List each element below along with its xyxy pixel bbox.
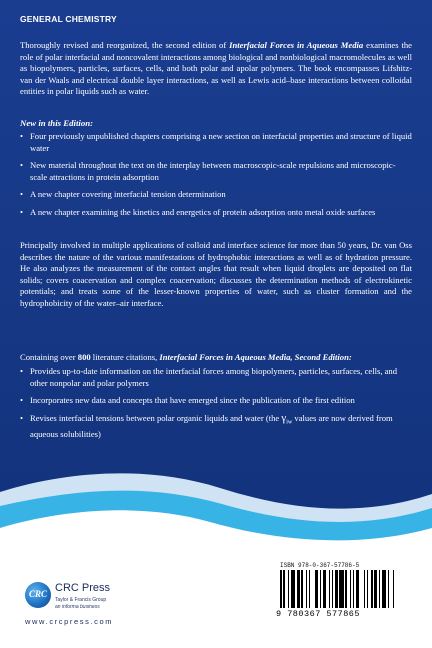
list-item: • Provides up-to-date information on the interfacial forces among biopolymers, particles, surfaces, cells, and other nonpolar and polar polymers — [20, 366, 412, 389]
citations-book-title: Interfacial Forces in Aqueous Media, Second Edition: — [159, 352, 352, 362]
isbn-barcode-block — [274, 561, 402, 619]
publisher-business: an informa business — [55, 604, 100, 610]
intro-book-title: Interfacial Forces in Aqueous Media — [229, 40, 364, 50]
category-label: GENERAL CHEMISTRY — [20, 14, 117, 24]
crc-logo-text: CRC — [28, 589, 47, 599]
list-item: • Incorporates new data and concepts that have emerged since the publication of the first edition — [20, 395, 412, 407]
isbn-digits: 9 780367 577865 — [276, 609, 361, 619]
intro-text-post: examines the role of polar interfacial and noncovalent interactions among biological and nonbiological macromolecules as well as biopolymers, particles, surfaces, cells, and both polar and apolar polymers. The book encompasses Lifshitz-van der Waals and electrical double layer interactions, as well as Lewis acid–base interactions between colloidal entities in polar liquids such as water. — [20, 40, 412, 97]
feature-text-post: values are now derived from aqueous solubilities) — [30, 412, 393, 440]
gamma-subscript: iw — [286, 419, 293, 426]
list-item: • A new chapter covering interfacial tension determination — [20, 189, 412, 201]
publisher-group: Taylor & Francis Group — [55, 597, 107, 603]
author-paragraph: Principally involved in multiple applications of colloid and interface science for more than 50 years, Dr. van Oss describes the nature of the various manifestations of hydrophobic interactions as well as of hydration pressure. He also analyzes the measurement of the contact angles that result when liquid droplets are deposited on flat solids; covers coacervation and complex coacervation; discusses the determination methods of electrokinetic potentials; and treats some of the lesser-known properties of water, such as cluster formation and the hydrophobicity of the water–air interface. — [20, 240, 412, 308]
citations-pre: Containing over — [20, 352, 78, 362]
barcode-icon — [280, 570, 396, 608]
publisher-url[interactable]: www.crcpress.com — [25, 617, 114, 626]
intro-text-pre: Thoroughly revised and reorganized, the second edition of — [20, 40, 230, 50]
crc-logo-icon — [25, 582, 51, 608]
list-item: • A new chapter examining the kinetics and energetics of protein adsorption onto metal oxide surfaces — [20, 207, 412, 219]
gamma-symbol: γ — [281, 411, 287, 424]
new-edition-heading: New in this Edition: — [20, 118, 94, 128]
isbn-label: ISBN 978-0-367-57786-5 — [280, 562, 360, 569]
citations-count: 800 — [77, 352, 91, 362]
list-item: • New material throughout the text on the interplay between macroscopic-scale repulsions and microscopic-scale attractions in protein adsorption — [20, 160, 412, 183]
citations-mid: literature citations, — [90, 352, 160, 362]
publisher-name: CRC Press — [55, 582, 111, 594]
list-item: • Four previously unpublished chapters comprising a new section on interfacial properties and structure of liquid water — [20, 131, 412, 154]
feature-text-pre: Revises interfacial tensions between polar organic liquids and water (the — [30, 412, 282, 423]
